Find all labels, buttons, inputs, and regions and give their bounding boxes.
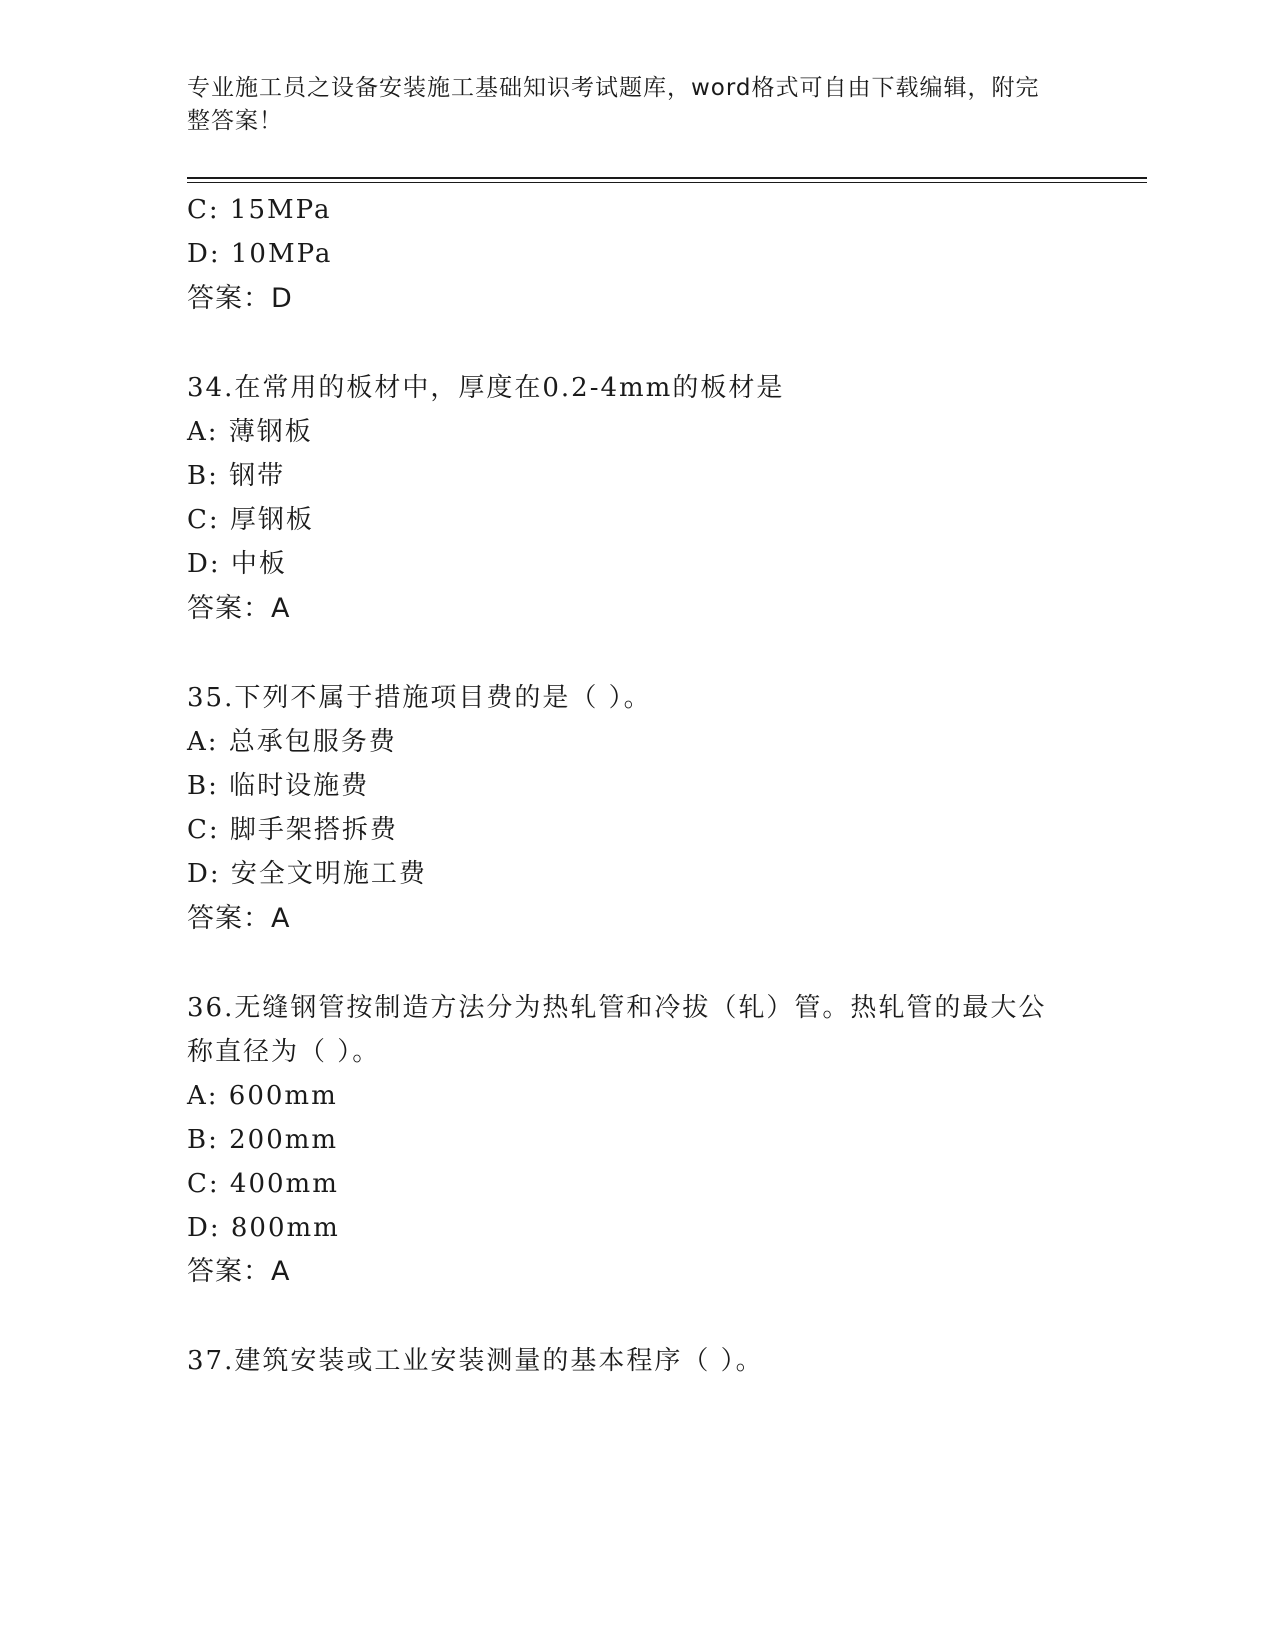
q34-option-d: D: 中板 — [187, 549, 287, 579]
header-line-2: 整答案！ — [187, 108, 283, 134]
q36-option-b: B: 200mm — [187, 1125, 339, 1155]
q34-question: 34.在常用的板材中，厚度在0.2-4mm的板材是 — [187, 373, 785, 403]
q35-question: 35.下列不属于措施项目费的是（ ）。 — [187, 683, 652, 713]
q36-answer: 答案：A — [187, 1256, 291, 1287]
q35-option-a: A: 总承包服务费 — [187, 727, 397, 757]
q35-option-b: B: 临时设施费 — [187, 771, 370, 801]
q35-option-d: D: 安全文明施工费 — [187, 859, 427, 889]
document-header — [187, 72, 1067, 138]
q35-option-c: C: 脚手架搭拆费 — [187, 815, 398, 845]
q34-option-a: A: 薄钢板 — [187, 417, 313, 447]
q36-option-d: D: 800mm — [187, 1213, 340, 1243]
q34-option-c: C: 厚钢板 — [187, 505, 314, 535]
q33-answer: 答案：D — [187, 283, 293, 314]
q36-question-line-2: 称直径为（ ）。 — [187, 1037, 381, 1067]
q36-option-a: A: 600mm — [187, 1081, 338, 1111]
q33-option-c: C: 15MPa — [187, 195, 332, 225]
header-divider-thin — [187, 182, 1147, 183]
q36-question-line-1: 36.无缝钢管按制造方法分为热轧管和冷拔（轧）管。热轧管的最大公 — [187, 993, 1047, 1023]
q33-option-d: D: 10MPa — [187, 239, 333, 269]
q36-option-c: C: 400mm — [187, 1169, 339, 1199]
q34-option-b: B: 钢带 — [187, 461, 286, 491]
header-divider-thick — [187, 177, 1147, 179]
q34-answer: 答案：A — [187, 593, 291, 624]
q37-question: 37.建筑安装或工业安装测量的基本程序（ ）。 — [187, 1346, 764, 1376]
q35-answer: 答案：A — [187, 903, 291, 934]
header-line-1: 专业施工员之设备安装施工基础知识考试题库，word格式可自由下载编辑，附完 — [187, 75, 1040, 101]
